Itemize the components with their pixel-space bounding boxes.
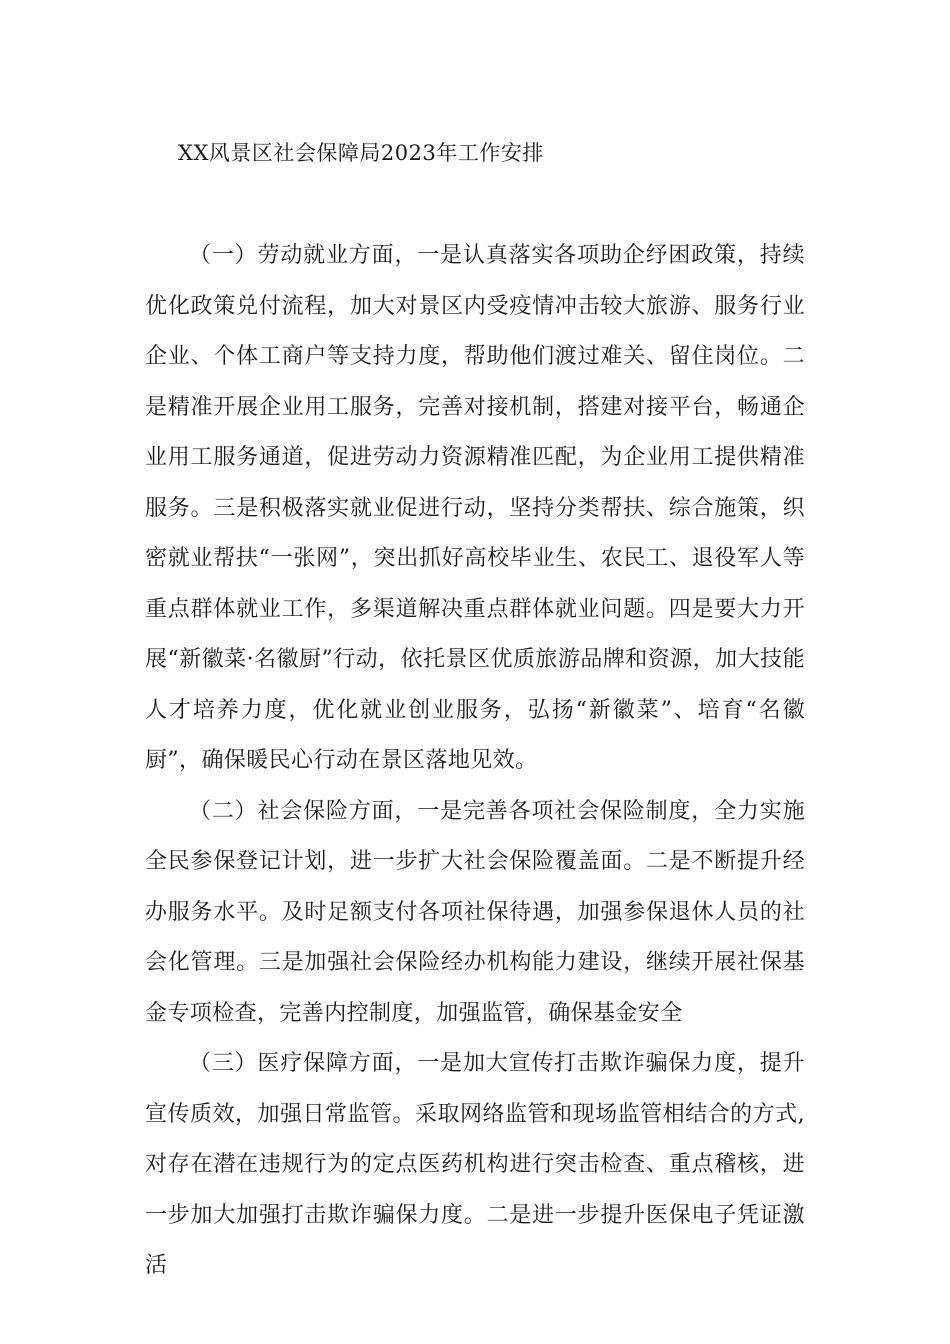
paragraph-social-insurance: （二）社会保险方面，一是完善各项社会保险制度，全力实施全民参保登记计划，进一步扩大社会保险覆盖面。二是不断提升经办服务水平。及时足额支付各项社保待遇，加强参保退休人员的社会化管理。三是加强社会保险经办机构能力建设，继续开展社保基金专项检查，完善内控制度，加强监管，确保基金安全 [145, 798, 805, 1026]
paragraph-labor-employment: （一）劳动就业方面，一是认真落实各项助企纾困政策，持续优化政策兑付流程，加大对景区内受疫情冲击较大旅游、服务行业企业、个体工商户等支持力度，帮助他们渡过难关、留住岗位。二是精准开展企业用工服务，完善对接机制，搭建对接平台，畅通企业用工服务通道，促进劳动力资源精准匹配，为企业用工提供精准服务。三是积极落实就业促进行动，坚持分类帮扶、综合施策，织密就业帮扶“一张网”，突出抓好高校毕业生、农民工、退役军人等重点群体就业工作，多渠道解决重点群体就业问题。四是要大力开展“新徽菜·名徽厨”行动，依托景区优质旅游品牌和资源，加大技能人才培养力度，优化就业创业服务，弘扬“新徽菜”、培育“名徽厨”，确保暖民心行动在景区落地见效。 [145, 243, 805, 773]
document-title: XX风景区社会保障局2023年工作安排 [178, 141, 544, 165]
paragraph-medical-security: （三）医疗保障方面，一是加大宣传打击欺诈骗保力度，提升宣传质效，加强日常监管。采取网络监管和现场监管相结合的方式,对存在潜在违规行为的定点医药机构进行突击检查、重点稽核，进一步加大加强打击欺诈骗保力度。二是进一步提升医保电子凭证激活 [145, 1051, 805, 1278]
document-body [145, 231, 805, 1292]
